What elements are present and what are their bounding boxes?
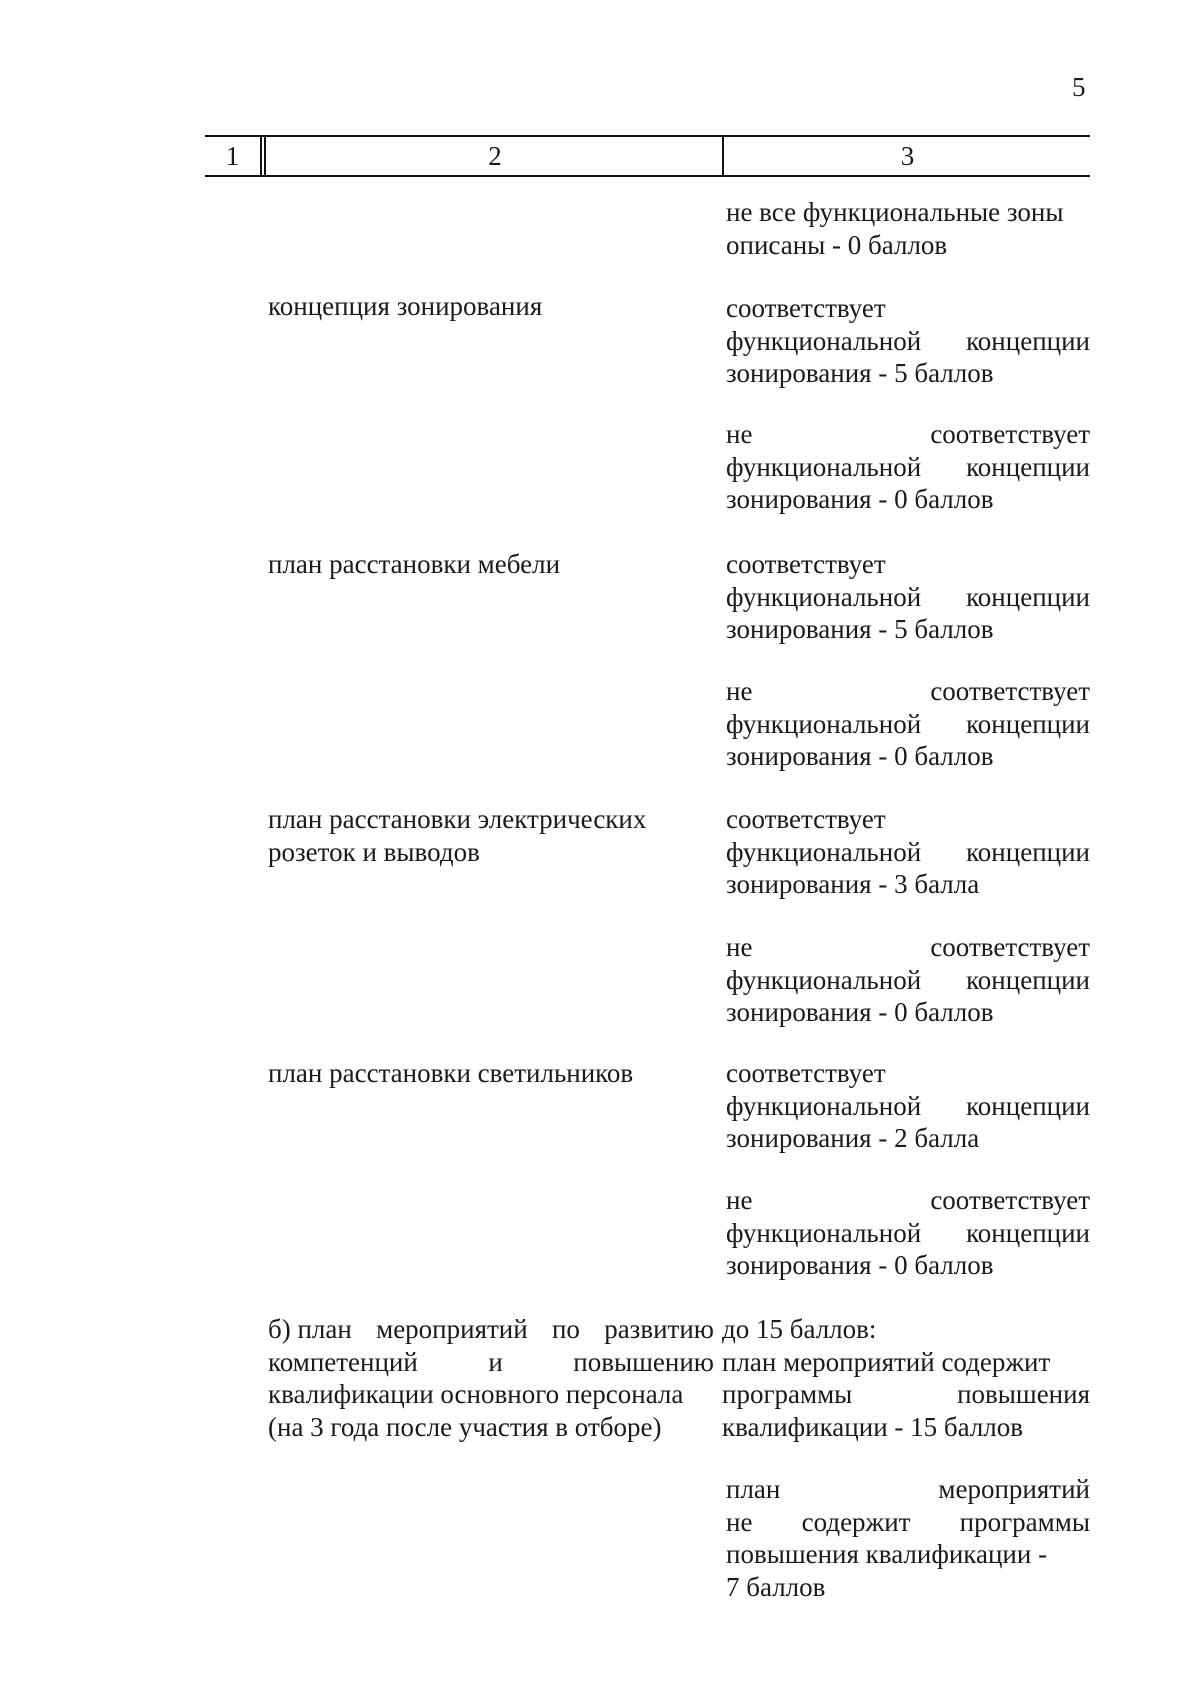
header-divider [722, 137, 724, 175]
criterion-score: не все функциональные зоны описаны - 0 баллов [726, 197, 1064, 260]
criterion-score: план мероприятий не содержит программы повышения квалификации - 7 баллов [726, 1474, 1090, 1602]
header-divider [260, 137, 262, 175]
page-number: 5 [1072, 72, 1086, 102]
criterion-name: б) план мероприятий по развитию компетенций и повышению квалификации основного персонала (на 3 года после участия в отборе) [268, 1314, 714, 1442]
header-col-1: 1 [225, 141, 240, 171]
criterion-score: соответствует функциональной концепции зонирования - 3 балла [726, 804, 1090, 899]
criterion-score: соответствует функциональной концепции зонирования - 5 баллов [726, 293, 1090, 388]
criterion-score: не соответствует функциональной концепции зонирования - 0 баллов [726, 676, 1090, 771]
table-header [205, 135, 1090, 177]
criterion-name: план расстановки электрических розеток и выводов [268, 804, 647, 867]
criterion-score: соответствует функциональной концепции зонирования - 2 балла [726, 1058, 1090, 1153]
header-col-3: 3 [900, 141, 915, 171]
criterion-name: план расстановки мебели [268, 549, 561, 579]
criterion-score: соответствует функциональной концепции зонирования - 5 баллов [726, 549, 1090, 644]
criterion-name: концепция зонирования [268, 291, 543, 321]
header-col-2: 2 [488, 141, 502, 171]
criterion-score: не соответствует функциональной концепции зонирования - 0 баллов [726, 1185, 1090, 1280]
criterion-name: план расстановки светильников [268, 1058, 634, 1088]
criterion-score: не соответствует функциональной концепции зонирования - 0 баллов [726, 419, 1090, 514]
criterion-score: не соответствует функциональной концепции зонирования - 0 баллов [726, 932, 1090, 1027]
criterion-score: до 15 баллов: план мероприятий содержит программы повышения квалификации - 15 баллов [722, 1314, 1090, 1442]
